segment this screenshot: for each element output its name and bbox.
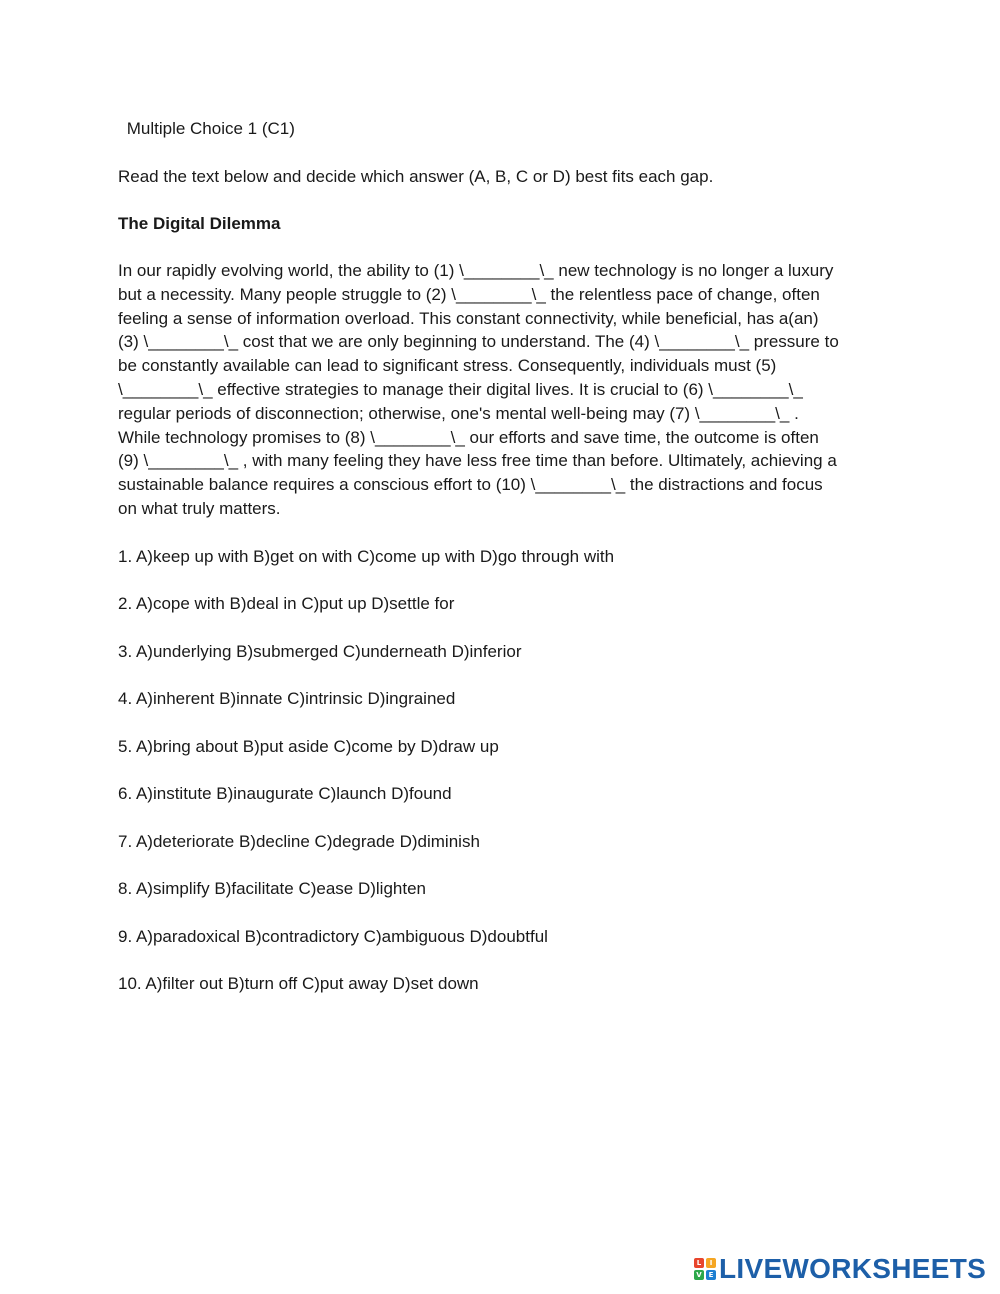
logo-mark-letter: I [706,1258,716,1268]
passage-line: In our rapidly evolving world, the ability to (1) \________\_ new technology is no longer a luxury [118,261,834,280]
passage-line: (3) \________\_ cost that we are only beginning to understand. The (4) \________\_ pressure to [118,332,839,352]
passage-line: on what truly matters. [118,498,281,518]
logo-mark-letter: E [706,1270,716,1280]
question-3: 3. A)underlying B)submerged C)underneath D)inferior [118,642,522,661]
passage-line: regular periods of disconnection; otherwise, one's mental well-being may (7) \________\_ . [118,403,799,423]
liveworksheets-logo [694,1252,986,1286]
passage-line: feeling a sense of information overload. This constant connectivity, while beneficial, has a(an) [118,308,819,328]
question-9: 9. A)paradoxical B)contradictory C)ambiguous D)doubtful [118,927,548,946]
question-8: 8. A)simplify B)facilitate C)ease D)lighten [118,879,427,898]
passage-line: but a necessity. Many people struggle to (2) \________\_ the relentless pace of change, often [118,284,820,304]
question-5: 5. A)bring about B)put aside C)come by D)draw up [118,737,499,756]
question-10: 10. A)filter out B)turn off C)put away D)set down [118,974,479,993]
passage-line: (9) \________\_ , with many feeling they have less free time than before. Ultimately, achieving a [118,451,837,471]
logo-mark-letter: V [694,1270,704,1280]
passage-line: While technology promises to (8) \________\_ our efforts and save time, the outcome is often [118,427,819,447]
question-4: 4. A)inherent B)innate C)intrinsic D)ingrained [118,689,456,708]
logo-mark-icon [694,1258,716,1280]
passage-line: be constantly available can lead to significant stress. Consequently, individuals must (5) [118,356,777,376]
question-6: 6. A)institute B)inaugurate C)launch D)found [118,784,452,803]
worksheet-title: Multiple Choice 1 (C1) [122,119,295,138]
logo-text: LIVEWORKSHEETS [719,1253,987,1284]
question-2: 2. A)cope with B)deal in C)put up D)settle for [118,594,455,613]
instructions-text: Read the text below and decide which answer (A, B, C or D) best fits each gap. [118,167,714,186]
passage-line: \________\_ effective strategies to manage their digital lives. It is crucial to (6) \________\_ [118,379,803,399]
logo-mark-letter: L [694,1258,704,1268]
passage-heading: The Digital Dilemma [118,214,281,233]
passage-line: sustainable balance requires a conscious effort to (10) \________\_ the distractions and focus [118,475,823,495]
question-1: 1. A)keep up with B)get on with C)come up with D)go through with [118,547,615,566]
passage-text [118,259,898,521]
question-7: 7. A)deteriorate B)decline C)degrade D)diminish [118,832,480,851]
